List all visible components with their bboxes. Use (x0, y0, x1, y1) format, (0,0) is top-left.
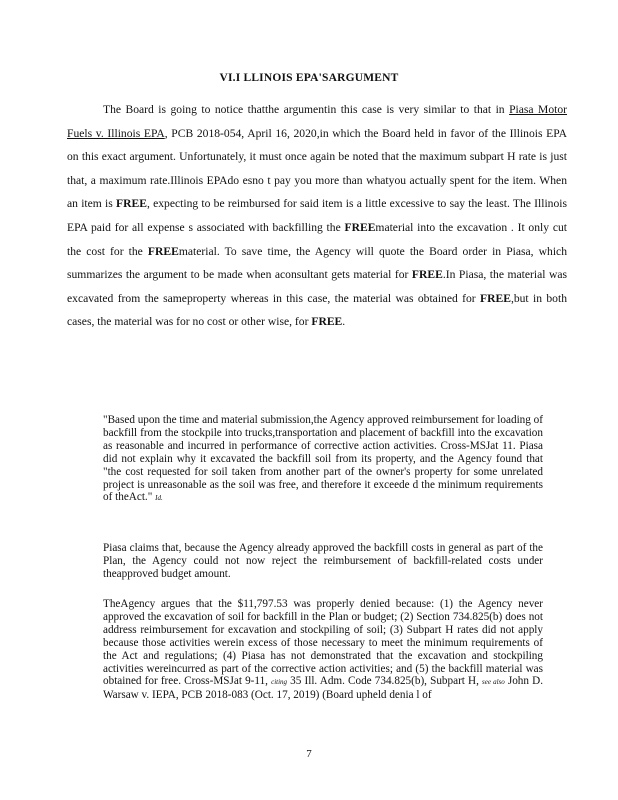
p1-text-f: .In Piasa, the material was excavated from the sameproperty whereas in this case, the material was obtained for (67, 268, 567, 305)
emphasis-free: FREE (344, 220, 376, 234)
quote3-text-c: John D. Warsaw v. IEPA, PCB 2018-083 (Oct. 17, 2019) (Board upheld denia l of (103, 675, 543, 702)
page-number: 7 (306, 748, 312, 760)
p1-text-g: ,but in both cases, the material was for no cost or other wise, for (67, 291, 567, 329)
p1-text-h: . (342, 315, 346, 329)
emphasis-free: FREE (311, 315, 343, 329)
quote1-cite: Id. (155, 494, 163, 503)
body-paragraph (67, 98, 567, 334)
p1-text-e: material. To save time, the Agency will quote the Board order in Piasa, which summarizes the argument to be made when aconsultant gets material for (67, 244, 567, 282)
emphasis-free: FREE (147, 244, 179, 258)
block-quote-2 (103, 542, 543, 581)
emphasis-free: FREE (480, 291, 511, 305)
p1-text-a: The Board is going to notice thatthe argumentin this case is very similar to that in (103, 103, 510, 116)
emphasis-free: FREE (411, 268, 443, 282)
quote3-citing: citing (271, 678, 288, 687)
section-heading: VI.I LLINOIS EPA'SARGUMENT (219, 72, 399, 84)
p1-text-d: material into the excavation . It only cut the cost for the (67, 220, 567, 258)
quote3-text-a: TheAgency argues that the $11,797.53 was properly denied because: (1) the Agency never approved the excavation of soil for backfill in the Plan or budget; (2) Section 734.825(b) does not address reimbursement for excavation and stockpiling of soil; (3) Subpart H rates did not apply because those activities werein excess of those necessary to meet the minimum requirements of the Act and regulations; (4) Piasa has not demonstrated that the excavation and stockpiling activities wereincurred as part of the corrective action activities; and (5) the backfill material was obtained for free. Cross-MSJat 9-11, (103, 598, 543, 688)
p1-text-c: , expecting to be reimbursed for said item is a little excessive to say the least. The Illinois EPA paid for all expense s associated with backfilling the (67, 197, 568, 234)
quote3-text-b: 35 Ill. Adm. Code 734.825(b), Subpart H, (287, 675, 483, 688)
block-quote-1 (103, 414, 543, 505)
block-quote-3 (103, 598, 543, 702)
emphasis-free: FREE (116, 197, 147, 211)
quote3-see-also: see also (482, 678, 505, 687)
case-citation: Piasa Motor Fuels v. Illinois EPA (67, 103, 567, 140)
p1-text-b: , PCB 2018-054, April 16, 2020,in which the Board held in favor of the Illinois EPA on this exact argument. Unfortunately, it must once again be noted that the maximum subpart H rate is just that, a maximum rate.Illinois EPAdo esno t pay you more than whatyou actually spent for the item. When an item is (67, 126, 567, 211)
quote1-text: "Based upon the time and material submission,the Agency approved reimbursement for loading of backfill from the stockpile into trucks,transportation and placement of backfill into the excavation as reasonable and incurred in performance of corrective action activities. Cross-MSJat 11. Piasa did not explain why it excavated the backfill soil from its property, and the Agency found that "the cost requested for soil taken from another part of the owner's property for some unrelated project is unreasonable as the soil was free, and therefore it exceede d the minimum requirements of theAct." (103, 414, 543, 504)
quote2-text: Piasa claims that, because the Agency already approved the backfill costs in general as part of the Plan, the Agency could not now reject the reimbursement of backfill-related costs under theapproved budget amount. (103, 542, 543, 580)
